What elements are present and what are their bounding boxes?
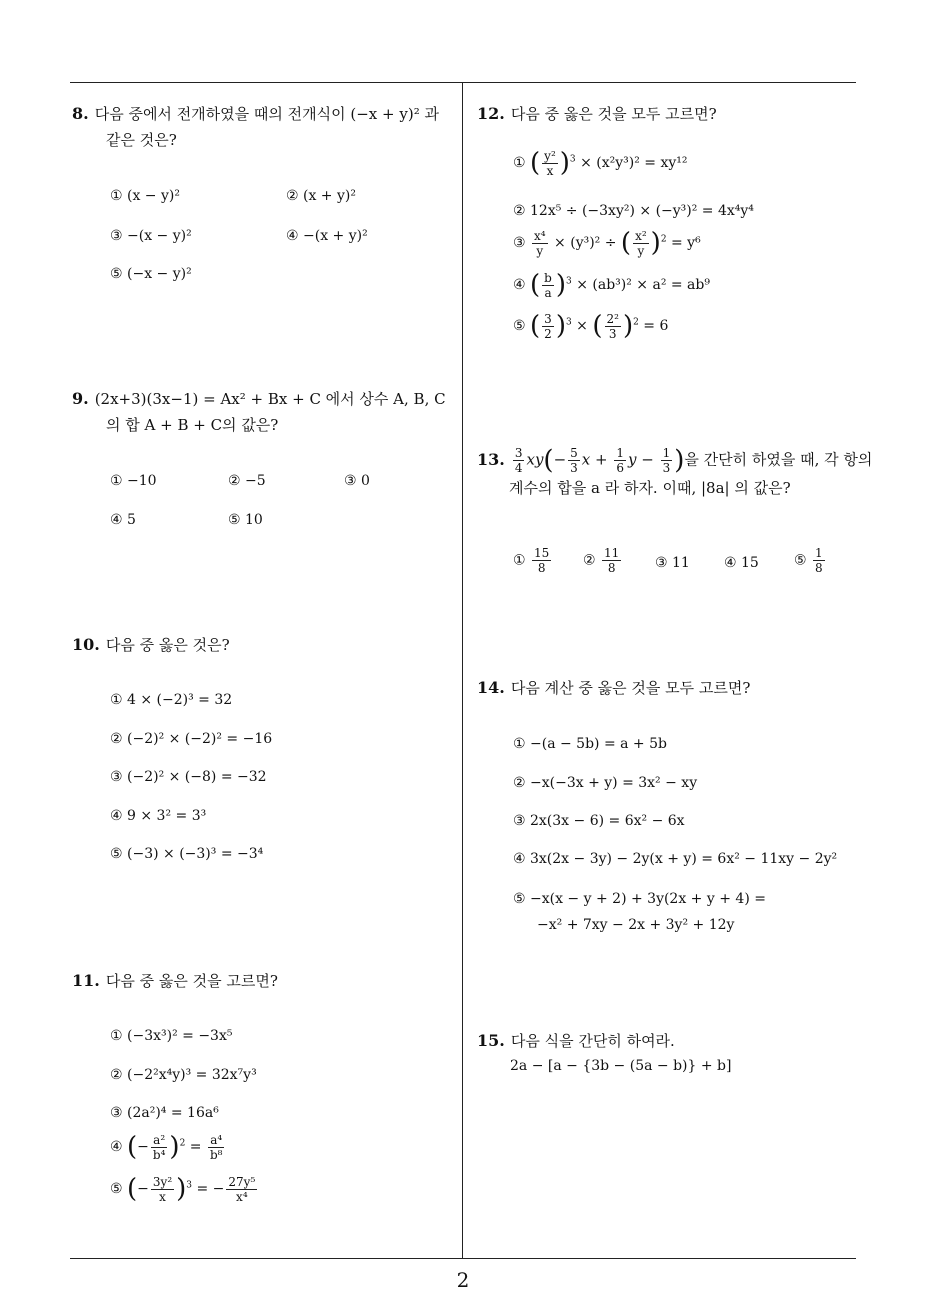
- q12-option-1[interactable]: ① ( $\frac{\text{y²}}{x}$ )$^3$ × (x²y³)² = xy¹²: [513, 148, 688, 178]
- q8-option-2[interactable]: ② (x + y)²: [286, 188, 356, 204]
- q12-option-5[interactable]: ⑤ ( $\frac{3}{2}$ )$^3$ × ( $\frac{\text{2²}}{3}$ )$^2$ = 6: [513, 311, 669, 341]
- q8-option-5[interactable]: ⑤ (−x − y)²: [110, 266, 192, 282]
- question-number: 8.: [72, 104, 89, 123]
- question-11: [72, 968, 278, 994]
- question-15-stem: 15. 다음 식을 간단히 하여라.: [477, 1031, 675, 1050]
- q13-option-1[interactable]: ① $\frac{15}{8}$: [513, 546, 550, 575]
- q10-option-4[interactable]: ④ 9 × 3² = 3³: [110, 808, 207, 824]
- question-13-stem: 13. $\frac{3}{4}$ xy(− $\frac{5}{3}$ x + $\frac{1}{6}$ y − $\frac{1}{3}$ )을 간단히 하였을 때, 각 항의: [477, 445, 873, 476]
- q9-option-2[interactable]: ② −5: [228, 473, 266, 489]
- q13-option-2[interactable]: ② $\frac{11}{8}$: [583, 546, 620, 575]
- q10-option-3[interactable]: ③ (−2)² × (−8) = −32: [110, 769, 267, 785]
- q14-option-5-line2: −x² + 7xy − 2x + 3y² + 12y: [537, 917, 735, 933]
- page-number: 2: [456, 1268, 470, 1292]
- question-8: [72, 101, 456, 153]
- q12-option-3[interactable]: ③ $\frac{\text{x⁴}}{y}$ × (y³)² ÷ ( $\frac{\text{x²}}{y}$ )$^2$ = y⁶: [513, 228, 701, 258]
- q11-option-5[interactable]: ⑤ (− $\frac{\text{3y²}}{x}$ )$^3$ = − $\frac{\text{27y⁵}}{\text{x⁴}}$: [110, 1174, 256, 1204]
- question-12: [477, 101, 717, 127]
- top-rule: [70, 82, 856, 83]
- question-number: 9.: [72, 389, 89, 408]
- q13-option-3[interactable]: ③ 11: [655, 555, 690, 571]
- q13-option-4[interactable]: ④ 15: [724, 555, 759, 571]
- q12-option-2[interactable]: ② 12x⁵ ÷ (−3xy²) × (−y³)² = 4x⁴y⁴: [513, 203, 754, 219]
- q10-option-5[interactable]: ⑤ (−3) × (−3)³ = −3⁴: [110, 846, 264, 862]
- question-9: [72, 386, 456, 438]
- question-number: 11.: [72, 971, 100, 990]
- q10-option-2[interactable]: ② (−2)² × (−2)² = −16: [110, 731, 273, 747]
- q9-option-4[interactable]: ④ 5: [110, 512, 136, 528]
- q12-option-4[interactable]: ④ ( $\frac{b}{a}$ )$^3$ × (ab³)² × a² = ab⁹: [513, 270, 710, 300]
- q9-option-5[interactable]: ⑤ 10: [228, 512, 263, 528]
- bottom-rule: [70, 1258, 856, 1259]
- question-9-stem: 9. (2x+3)(3x−1) = Ax² + Bx + C 에서 상수 A, B, C 의 합 A + B + C의 값은?: [72, 389, 446, 434]
- q11-option-3[interactable]: ③ (2a²)⁴ = 16a⁶: [110, 1105, 219, 1121]
- q14-option-4[interactable]: ④ 3x(2x − 3y) − 2y(x + y) = 6x² − 11xy − 2y²: [513, 851, 838, 867]
- q10-option-1[interactable]: ① 4 × (−2)³ = 32: [110, 692, 233, 708]
- q15-expression: 2a − [a − {3b − (5a − b)} + b]: [510, 1058, 732, 1074]
- q9-option-3[interactable]: ③ 0: [344, 473, 370, 489]
- column-divider: [462, 83, 463, 1259]
- question-number: 10.: [72, 635, 100, 654]
- question-number: 14.: [477, 678, 505, 697]
- question-number: 12.: [477, 104, 505, 123]
- q11-option-4[interactable]: ④ (− $\frac{\text{a²}}{\text{b⁴}}$ )$^2$ = $\frac{\text{a⁴}}{\text{b⁸}}$: [110, 1132, 223, 1162]
- question-11-stem: 11. 다음 중 옳은 것을 고르면?: [72, 971, 278, 990]
- q11-option-2[interactable]: ② (−2²x⁴y)³ = 32x⁷y³: [110, 1067, 257, 1083]
- q13-option-5[interactable]: ⑤ $\frac{1}{8}$: [794, 546, 823, 575]
- q14-option-2[interactable]: ② −x(−3x + y) = 3x² − xy: [513, 775, 698, 791]
- q9-option-1[interactable]: ① −10: [110, 473, 157, 489]
- q8-option-3[interactable]: ③ −(x − y)²: [110, 228, 192, 244]
- question-8-stem: 8. 다음 중에서 전개하였을 때의 전개식이 (−x + y)² 과 같은 것은?: [72, 104, 439, 149]
- q14-option-5[interactable]: ⑤ −x(x − y + 2) + 3y(2x + y + 4) =: [513, 891, 766, 907]
- q8-option-4[interactable]: ④ −(x + y)²: [286, 228, 368, 244]
- question-10-stem: 10. 다음 중 옳은 것은?: [72, 635, 230, 654]
- q14-option-1[interactable]: ① −(a − 5b) = a + 5b: [513, 736, 667, 752]
- question-10: [72, 632, 230, 658]
- question-number: 15.: [477, 1031, 505, 1050]
- q11-option-1[interactable]: ① (−3x³)² = −3x⁵: [110, 1028, 233, 1044]
- question-13: 13. $\frac{3}{4}$ xy(− $\frac{5}{3}$ x + $\frac{1}{6}$ y − $\frac{1}{3}$ )을 간단히 하였을 때, 각 항의 계수의 합을 a 라 하자. 이때, |8a| 의 값은?: [477, 445, 873, 497]
- question-12-stem: 12. 다음 중 옳은 것을 모두 고르면?: [477, 104, 717, 123]
- question-14: [477, 675, 750, 701]
- q14-option-3[interactable]: ③ 2x(3x − 6) = 6x² − 6x: [513, 813, 685, 829]
- question-15: [477, 1028, 675, 1054]
- question-14-stem: 14. 다음 계산 중 옳은 것을 모두 고르면?: [477, 678, 751, 697]
- question-number: 13.: [477, 449, 505, 469]
- q8-option-1[interactable]: ① (x − y)²: [110, 188, 180, 204]
